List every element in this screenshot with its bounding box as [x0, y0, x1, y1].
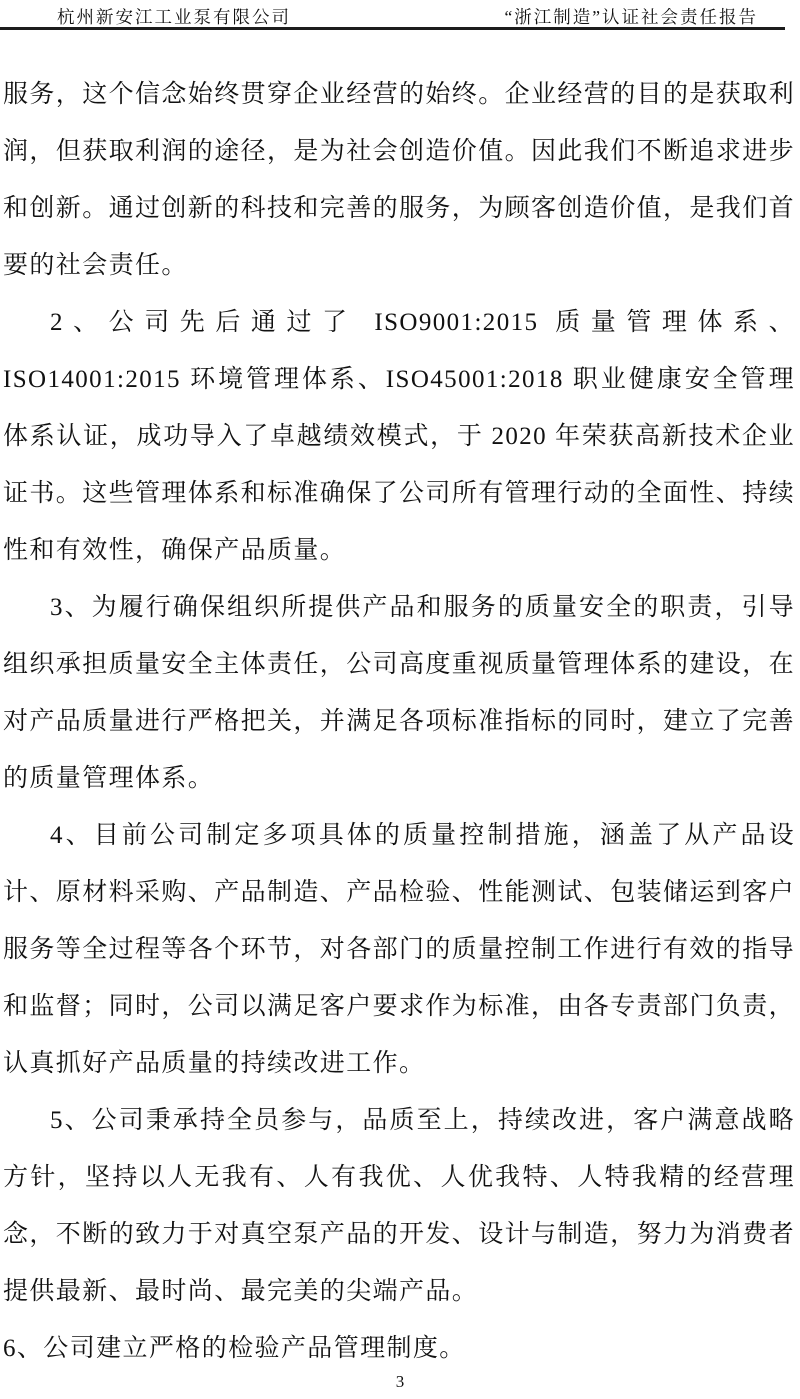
- body-text: [3, 29, 795, 1377]
- header-report-title: “浙江制造”认证社会责任报告: [504, 7, 758, 27]
- body-paragraph: 服务，这个信念始终贯穿企业经营的始终。企业经营的目的是获取利润，但获取利润的途径，是为社会创造价值。因此我们不断追求进步和创新。通过创新的科技和完善的服务，为顾客创造价值，是我们首要的社会责任。: [3, 81, 796, 279]
- body-paragraph: 6、公司建立严格的检验产品管理制度。: [3, 1335, 466, 1362]
- page-header: [57, 4, 758, 29]
- body-paragraph: 5、公司秉承持全员参与，品质至上，持续改进，客户满意战略方针，坚持以人无我有、人有我优、人优我特、人特我精的经营理念，不断的致力于对真空泵产品的开发、设计与制造，努力为消费者提供最新、最时尚、最完美的尖端产品。: [3, 1107, 796, 1305]
- body-paragraph: 3、为履行确保组织所提供产品和服务的质量安全的职责，引导组织承担质量安全主体责任，公司高度重视质量管理体系的建设，在对产品质量进行严格把关，并满足各项标准指标的同时，建立了完善的质量管理体系。: [3, 594, 796, 792]
- header-company-name: 杭州新安江工业泵有限公司: [57, 7, 291, 27]
- body-paragraph: 4、目前公司制定多项具体的质量控制措施，涵盖了从产品设计、原材料采购、产品制造、产品检验、性能测试、包装储运到客户服务等全过程等各个环节，对各部门的质量控制工作进行有效的指导和监督；同时，公司以满足客户要求作为标准，由各专责部门负责，认真抓好产品质量的持续改进工作。: [3, 822, 796, 1077]
- body-paragraph: 2、公司先后通过了 ISO9001:2015 质量管理体系、ISO14001:2015 环境管理体系、ISO45001:2018 职业健康安全管理体系认证，成功导入了卓越绩效模式，于 2020 年荣获高新技术企业证书。这些管理体系和标准确保了公司所有管理行动的全面性、持续性和有效性，确保产品质量。: [3, 309, 796, 564]
- page-number: 3: [395, 1372, 405, 1391]
